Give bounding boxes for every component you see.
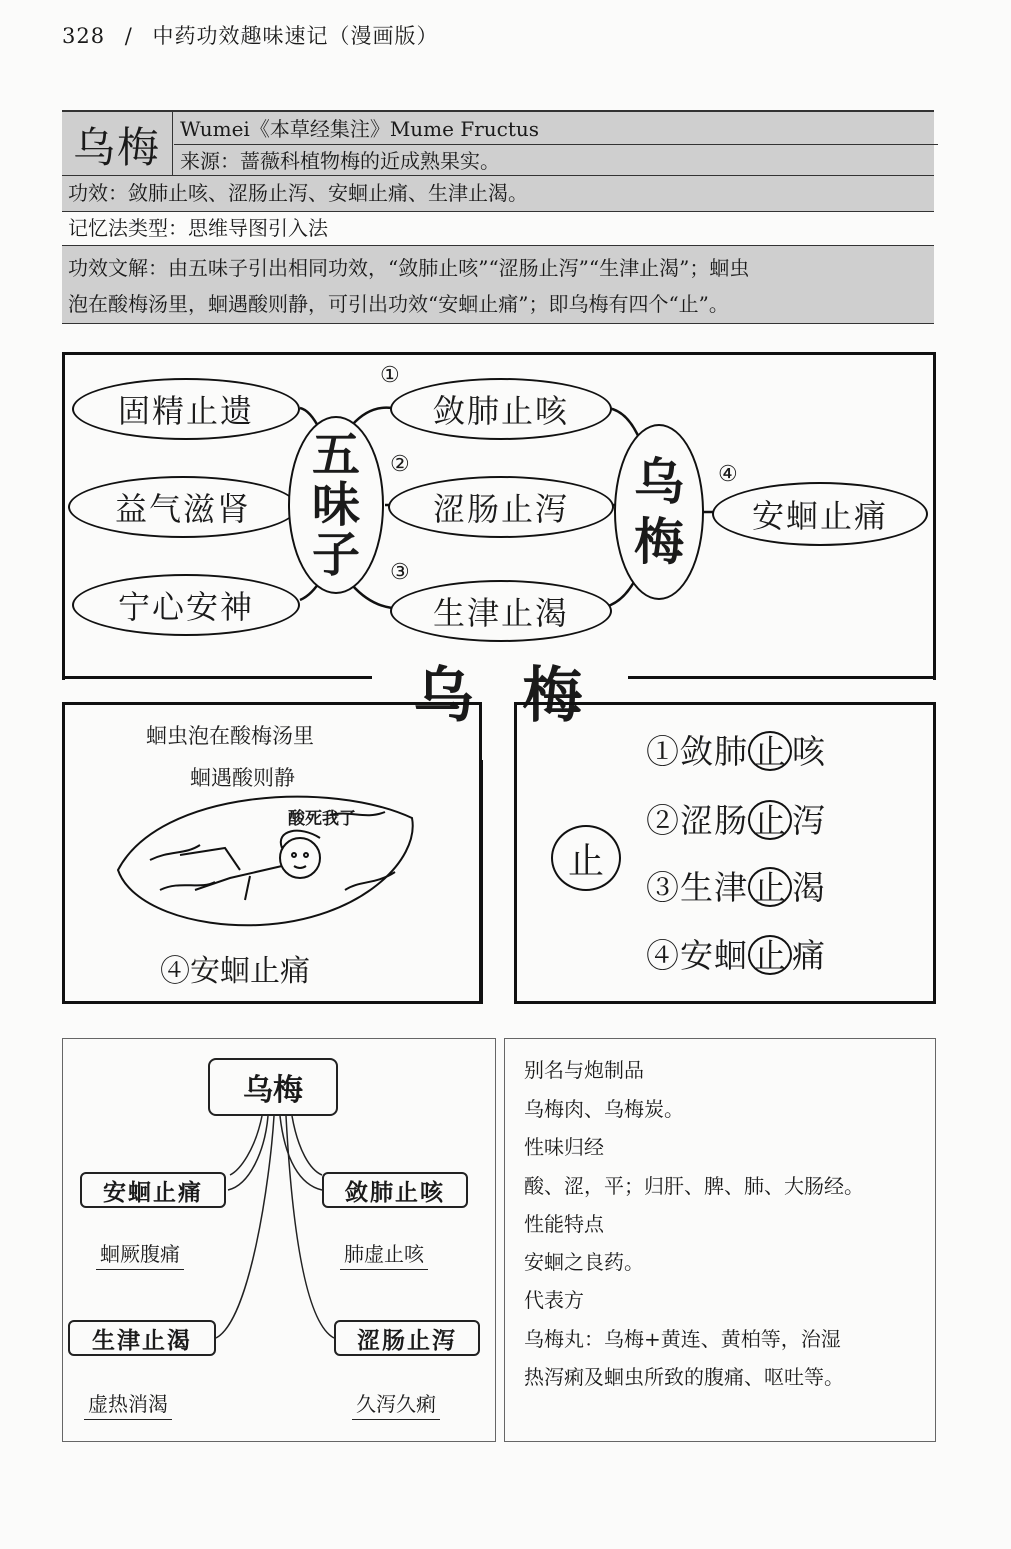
ellipse-wuweizi <box>288 416 384 594</box>
number-3: ③ <box>390 560 410 585</box>
stop-item-1-pre: ①敛肺 <box>646 732 748 771</box>
prop-heading-features: 性能特点 <box>524 1212 604 1236</box>
cartoon-label: ④安蛔止痛 <box>160 954 310 989</box>
wuweizi-char-3: 子 <box>311 527 360 583</box>
wumei-char-2: 梅 <box>634 512 684 571</box>
page-number: 328 <box>62 24 106 48</box>
mindmap-sub-3: 虚热消渴 <box>84 1388 172 1420</box>
stop-item-2-mid: 止 <box>748 800 792 840</box>
wuweizi-char-1: 五 <box>311 427 360 483</box>
ellipse-tonify-qi-kidney: 益气滋肾 <box>68 476 298 538</box>
stop-item-3 <box>646 862 826 909</box>
prop-heading-formula: 代表方 <box>524 1288 584 1312</box>
stops-divider-left <box>480 760 483 1004</box>
prop-text-features: 安蛔之良药。 <box>524 1250 644 1274</box>
prop-text-nature: 酸、涩，平；归肝、脾、肺、大肠经。 <box>524 1174 864 1198</box>
stop-item-1 <box>646 726 826 773</box>
stop-item-4-post: 痛 <box>792 936 826 975</box>
cartoon-speech: 酸死我了 <box>288 809 356 829</box>
mindmap-sub-1: 蛔厥腹痛 <box>96 1238 184 1270</box>
ellipse-wumei <box>614 424 704 600</box>
herb-latin-name: Wumei《本草经集注》Mume Fructus <box>174 114 938 145</box>
stop-item-3-mid: 止 <box>748 867 792 907</box>
prop-heading-nature: 性味归经 <box>524 1135 604 1159</box>
header-separator: / <box>124 24 133 48</box>
ellipse-calm-mind: 宁心安神 <box>72 574 300 636</box>
herb-name: 乌梅 <box>62 112 173 178</box>
wuweizi-char-2: 味 <box>311 477 360 533</box>
mindmap-root: 乌梅 <box>208 1058 338 1116</box>
prop-text-formula-2: 热泻痢及蛔虫所致的腹痛、呕吐等。 <box>524 1365 844 1389</box>
mindmap-sub-2: 肺虚止咳 <box>340 1238 428 1270</box>
diagram-title: 乌 梅 <box>413 661 597 731</box>
stop-item-2-post: 泻 <box>792 801 826 840</box>
prop-text-formula-1: 乌梅丸：乌梅+黄连、黄柏等，治湿 <box>524 1327 841 1351</box>
stop-center-circle: 止 <box>551 825 621 891</box>
stop-item-4-pre: ④安蛔 <box>646 936 748 975</box>
stop-item-4 <box>646 930 826 977</box>
wumei-char-1: 乌 <box>634 452 684 511</box>
explanation-line-1: 功效文解：由五味子引出相同功效，“敛肺止咳”“涩肠止泻”“生津止渴”；蛔虫 <box>68 256 750 280</box>
memory-type-text: 记忆法类型：思维导图引入法 <box>68 216 328 240</box>
stop-item-2 <box>646 795 826 842</box>
mindmap-node-4: 涩肠止泻 <box>334 1320 480 1356</box>
stop-item-3-post: 渴 <box>792 868 826 907</box>
stop-item-2-pre: ②涩肠 <box>646 801 748 840</box>
number-1: ① <box>380 363 400 388</box>
connector-mid-3 <box>352 585 392 608</box>
mindmap-node-1: 安蛔止痛 <box>80 1172 226 1208</box>
ellipse-astringe-lung: 敛肺止咳 <box>390 378 612 440</box>
connector-mid-1 <box>352 408 392 425</box>
number-2: ② <box>390 452 410 477</box>
prop-text-alias: 乌梅肉、乌梅炭。 <box>524 1097 684 1121</box>
ellipse-guard-essence: 固精止遗 <box>72 378 300 440</box>
efficacy-text: 功效：敛肺止咳、涩肠止泻、安蛔止痛、生津止渴。 <box>68 181 528 205</box>
number-4: ④ <box>718 462 738 487</box>
stop-item-3-pre: ③生津 <box>646 868 748 907</box>
stop-item-4-mid: 止 <box>748 935 792 975</box>
herb-source: 来源：蔷薇科植物梅的近成熟果实。 <box>180 149 500 173</box>
book-title: 中药功效趣味速记（漫画版） <box>152 24 439 48</box>
stop-item-1-mid: 止 <box>748 731 792 771</box>
ellipse-astringe-intestine: 涩肠止泻 <box>388 476 614 538</box>
ellipse-calm-roundworm: 安蛔止痛 <box>712 482 928 546</box>
cartoon-caption-2: 蛔遇酸则静 <box>190 766 295 790</box>
stop-item-1-post: 咳 <box>792 732 826 771</box>
explanation-line-2: 泡在酸梅汤里，蛔遇酸则静，可引出功效“安蛔止痛”；即乌梅有四个“止”。 <box>68 292 729 316</box>
mindmap-sub-4: 久泻久痢 <box>352 1388 440 1420</box>
cartoon-caption-1: 蛔虫泡在酸梅汤里 <box>146 724 314 748</box>
prop-heading-alias: 别名与炮制品 <box>524 1058 644 1082</box>
mindmap-node-3: 生津止渴 <box>68 1320 216 1356</box>
ellipse-generate-fluid: 生津止渴 <box>390 580 612 642</box>
mindmap-node-2: 敛肺止咳 <box>322 1172 468 1208</box>
